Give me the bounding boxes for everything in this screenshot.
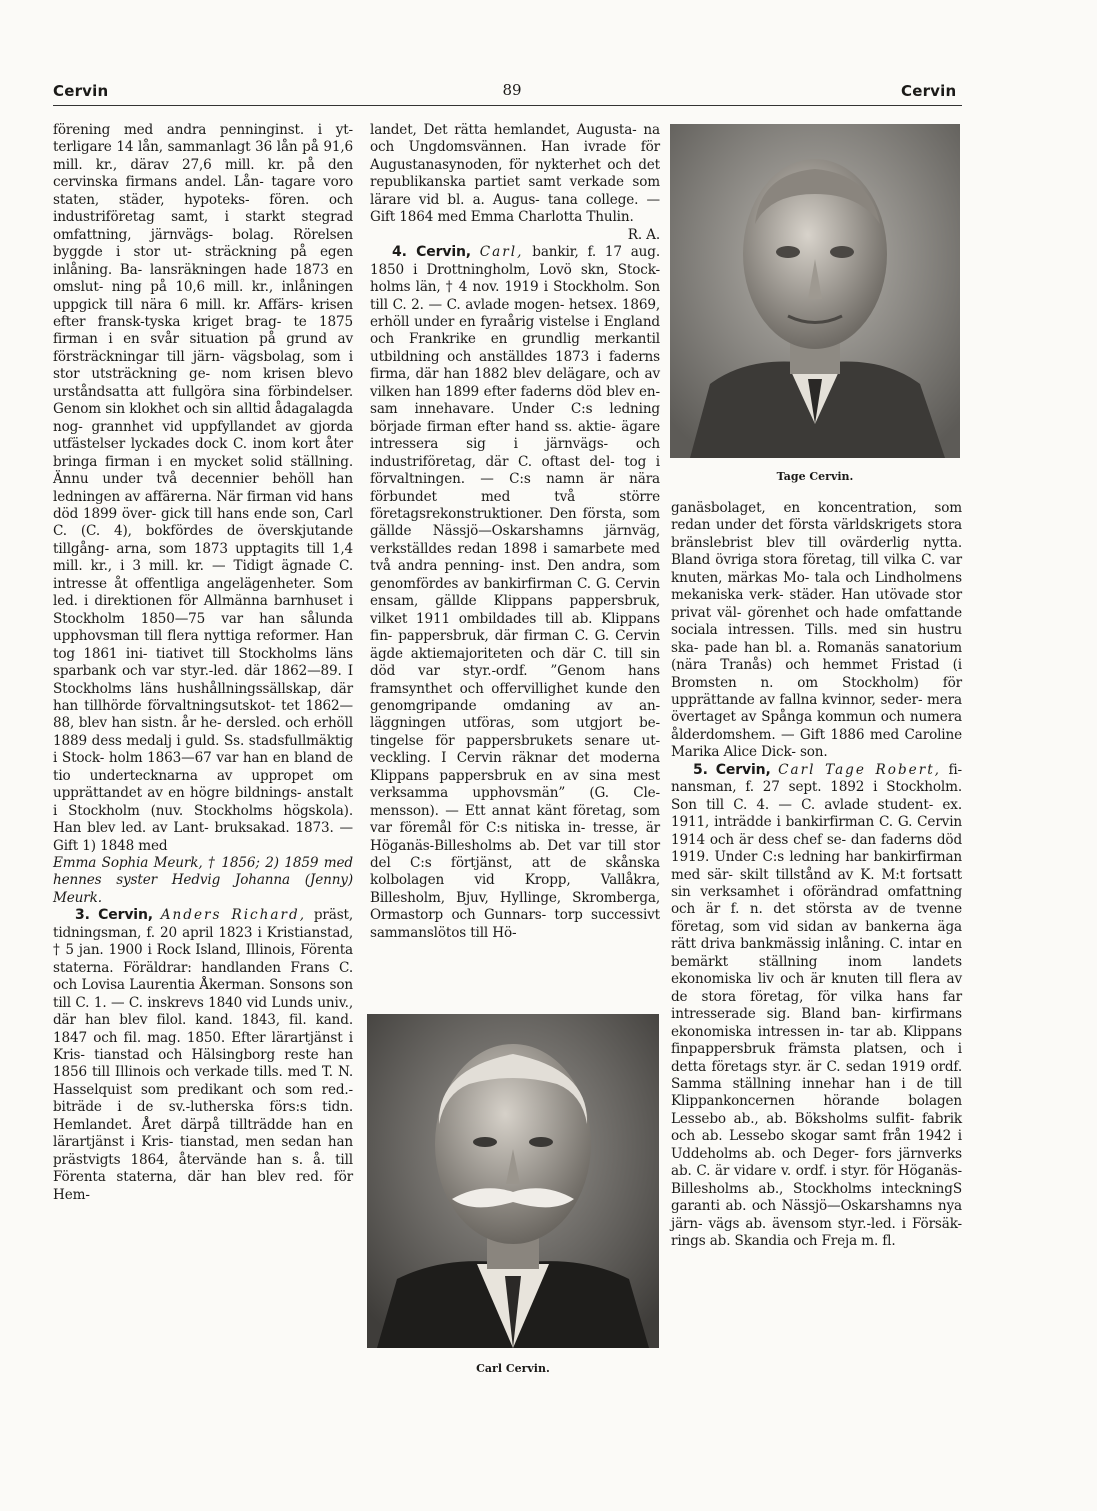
text-column-1 (53, 122, 353, 1204)
entry-5 (671, 762, 962, 1251)
entry-5-name: Carl Tage Robert, (778, 761, 941, 778)
marriage-line: Emma Sophia Meurk, † 1856; 2) 1859 med hennes syster Hedvig Johanna (Jenny) Meurk. (53, 855, 353, 906)
text-column-2 (370, 122, 660, 942)
entry-5-heading: 5. Cervin, (693, 761, 771, 778)
header-rule (53, 105, 962, 106)
entry-5-text: fi- nansman, f. 27 sept. 1892 i Stockholm. Son till C. 4. — C. avlade student- ex. 1911, inträdde i bankirfirman C. G. Cervin 1914 och är dess chef se- dan faderns död 1919. Under C:s ledning har bankirfirman med sär- skilt tillstånd av K. M:t fortsatt sin verksamhet i oförändrad omfattning och är f. n. det största av de tvenne företag, som vid sidan av bankerna äga rätt driva bankmässig inlåning. C. intar en bemärkt ställning inom landets ekonomiska liv och är knuten till flera av de stora företag, för vilka hans far intresserade sig. Bland ban- kirfirmans ekonomiska intressen in- tar ab. Klippans finpappersbruk främsta platsen, och i detta företags styr. är C. sedan 1919 ordf. Samma ställning innehar han i de till Klippankoncernen hörande bolagen Lessebo ab., ab. Böksholms sulfit- fabrik och ab. Lessebo skogar samt från 1942 i Uddeholms ab. och Deger- fors järnverks ab. C. är vidare v. ordf. i styr. för Höganäs-Billesholms ab., Stockholms inteckningS garanti ab. och Nässjö—Oskarshamns nya järn- vägs ab. ävensom styr.-led. i Försäk- rings ab. Skandia och Freja m. fl. (671, 761, 962, 1250)
signature: R. A. (627, 226, 660, 243)
portrait-carl-illustration (367, 1014, 659, 1348)
entry-3 (53, 907, 353, 1204)
portrait-tage-illustration (670, 124, 960, 458)
running-head-right: Cervin (901, 82, 957, 100)
portrait-photo-carl (367, 1014, 659, 1348)
entry-3-text: präst, tidningsman, f. 20 april 1823 i Kristianstad, † 5 jan. 1900 i Rock Island, Illinois, Förenta staterna. Föräldrar: handlanden Frans C. och Lovisa Laurentia Åkerman. Sonsons son till C. 1. — C. inskrevs 1840 vid Lunds univ., där han blev filol. kand. 1843, fil. kand. 1847 och fil. mag. 1850. Efter lärartjänst i Kris- tianstad och Hälsingborg reste han 1856 till Illinois och verkade tills. med T. N. Hasselquist som predikant och som red.-biträde i de sv.-lutherska förs:s tidn. Hemlandet. Året därpå tillträdde han en lärartjänst i Kris- tianstad, men sedan han prästvigts 1864, återvände han s. å. till Förenta staterna, där han blev red. för Hem- (53, 907, 354, 1203)
caption-carl: Carl Cervin. (476, 1362, 550, 1375)
portrait-photo-tage (670, 124, 960, 458)
running-head-left: Cervin (53, 82, 109, 100)
body-text: ganäsbolaget, en koncentration, som redan under det första världskrigets stora bränslebrist blev till ovärderlig nytta. Bland övriga stora företag, till vilka C. var knuten, märkas Mo- tala och Lindholmens mekaniska verk- städer. Han utövade stor privat väl- görenhet och hade omfattande sociala intressen. Tills. med sin hustru ska- pade han bl. a. Romanäs sanatorium (nära Tranås) och hemmet Fristad (i Bromsten n. om Stockholm) för upprättande av fallna kvinnor, seder- mera övertaget av Spånga kommun och numera ålderdomshem. — Gift 1886 med Caroline Marika Alice Dick- son. (671, 500, 962, 761)
body-text (370, 122, 660, 243)
entry-4 (370, 244, 660, 942)
entry-3-name: Anders Richard, (160, 907, 307, 924)
body-text: förening med andra penninginst. i yt- terligare 14 lån, sammanlagt 36 lån på 91,6 mill. kr., därav 27,6 mill. kr. på den cervinska firmans andel. Lån- tagare voro staten, städer, hypoteks- fören. och industriföretag samt, i starkt stegrad omfattning, järnvägs- bolag. Rörelsen byggde i stor ut- sträckning på egen inlåning. Ba- lansräkningen hade 1873 en omslut- ning på 10,6 mill. kr., inlåningen uppgick till nära 6 mill. kr. Affärs- krisen efter fransk-tyska kriget brag- te 1875 firman i en svår situation på grund av försträckningar till järn- vägsbolag, som i stor utsträckning ge- nom krisen blevo urståndsatta att fullgöra sina förbindelser. Genom sin klokhet och sin alltid ådagalagda nog- grannhet vid uppfyllandet av gjorda utfästelser lyckades dock C. inom kort åter bringa firman i en mycket solid ställning. Ännu under två decennier behöll han ledningen av affärerna. När firman vid hans död 1899 över- gick till hans ende son, Carl C. (C. 4), bokfördes de överskjutande tillgång- arna, som 1873 upptagits till 1,4 mill. kr., i 3 mill. kr. — Tidigt ägnade C. intresse åt offentliga angelägenheter. Som led. i direktionen för Allmänna barnhuset i Stockholm 1850—75 var han sålunda upphovsman till flera nyttiga reformer. Han tog 1861 ini- tiativet till Stockholms läns sparbank och var styr.-led. där 1862—89. I Stockholms läns hushållningssällskap, där han tillhörde förvaltningsutskot- tet 1862—88, blev han sistn. år he- dersled. och erhöll 1889 dess medalj i guld. Ss. stadsfullmäktig i Stock- holm 1863—67 var han en bland de tio undertecknarna av uppropet om upprättandet av en högre bildnings- anstalt i Stockholm (nuv. Stockholms högskola). Han blev led. av Lant- bruksakad. 1873. — Gift 1) 1848 med (53, 122, 353, 854)
text-column-3 (671, 500, 962, 1250)
entry-4-text: bankir, f. 17 aug. 1850 i Drottningholm, Lovö skn, Stock- holms län, † 4 nov. 1919 i Stockholm. Son till C. 2. — C. avlade mogen- hetsex. 1869, erhöll under en fyraårig vistelse i England och Frankrike en grundlig merkantil utbildning och anställdes 1873 i faderns firma, där han 1882 blev delägare, och av vilken han 1899 efter faderns död blev en- sam innehavare. Under C:s ledning började firman efter hand ss. aktie- ägare intressera sig i järnvägs- och industriföretag, där C. oftast del- tog i förvaltningen. — C:s namn är nära förbundet med två större företagsrekonstruktioner. Den första, som gällde Nässjö—Oskarshamns järnväg, verkställdes redan 1898 i samarbete med två andra penning- inst. Den andra, som genomfördes av bankirfirman C. G. Cervin ensam, gällde Klippans pappersbruk, vilket 1911 ombildades till ab. Klippans fin- pappersbruk, där firman C. G. Cervin ägde aktiemajoriteten och där C. till sin död var styr.-ordf. ”Genom hans framsynthet och offervillighet kunde den genomgripande omdaning av an- läggningen utföras, som utgjort be- tingelse för pappersbrukets senare ut- veckling. I Cervin räknar det moderna Klippans pappersbruk en av sina mest verksamma upphovsmän” (G. Cle- mensson). — Ett annat känt företag, som var föremål för C:s nitiska in- tresse, är Höganäs-Billesholms ab. Det var till stor del C:s förtjänst, att de skånska kolbolagen vid Kropp, Vallåkra, Billesholm, Bjuv, Hyllinge, Skromberga, Ormastorp och Gunnars- torp successivt sammanslötos till Hö- (370, 244, 660, 941)
body-text-span: landet, Det rätta hemlandet, Augusta- na och Ungdomsvännen. Han ivrade för Augustanasynoden, för nykterhet och det republikanska partiet samt verkade som lärare vid bl. a. Augus- tana college. — Gift 1864 med Emma Charlotta Thulin. (370, 122, 660, 226)
entry-4-heading: 4. Cervin, (392, 244, 471, 261)
entry-3-heading: 3. Cervin, (75, 907, 153, 924)
caption-tage: Tage Cervin. (776, 470, 854, 483)
entry-4-name: Carl, (479, 244, 524, 261)
page-number: 89 (502, 81, 522, 99)
